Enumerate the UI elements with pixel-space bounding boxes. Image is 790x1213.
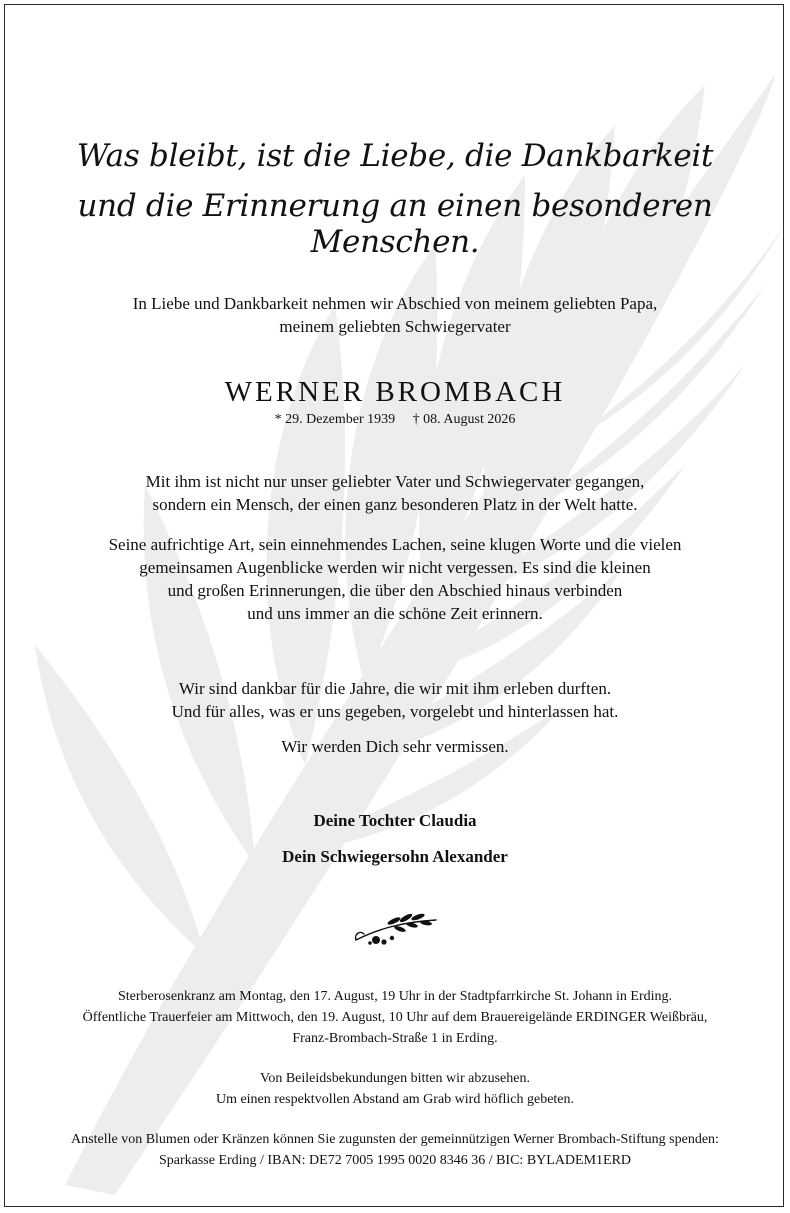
motto-line-1: Was bleibt, ist die Liebe, die Dankbarkeit (76, 138, 714, 174)
donation-bank-details: Sparkasse Erding / IBAN: DE72 7005 1995 0020 8346 36 / BIC: BYLADEM1ERD (158, 1153, 632, 1168)
condolence-line: Von Beileidsbekundungen bitten wir abzusehen. (260, 1071, 530, 1086)
service-line: Franz-Brombach-Straße 1 in Erding. (292, 1031, 498, 1046)
service-line: Öffentliche Trauerfeier am Mittwoch, den 19. August, 10 Uhr auf dem Brauereigelände ERDINGER Weißbräu, (82, 1010, 708, 1025)
paragraph-3-line: Wir sind dankbar für die Jahre, die wir mit ihm erleben durften. (178, 679, 612, 698)
paragraph-2-line: und uns immer an die schöne Zeit erinnern. (247, 604, 543, 623)
motto-line-2: und die Erinnerung an einen besonderen Menschen. (77, 188, 713, 260)
birth-date: * 29. Dezember 1939 (274, 412, 396, 427)
donation-note (0, 1129, 790, 1171)
mourner-son-in-law: Dein Schwiegersohn Alexander (282, 847, 508, 866)
paragraph-2 (0, 533, 790, 625)
condolence-line: Um einen respektvollen Abstand am Grab wird höflich gebeten. (215, 1092, 575, 1107)
paragraph-3 (0, 677, 790, 723)
miss-line: Wir werden Dich sehr vermissen. (281, 737, 509, 756)
life-dates (0, 412, 790, 428)
paragraph-2-line: und großen Erinnerungen, die über den Abschied hinaus verbinden (167, 581, 623, 600)
paragraph-2-line: gemeinsamen Augenblicke werden wir nicht vergessen. Es sind die kleinen (139, 558, 651, 577)
death-date: † 08. August 2026 (412, 412, 516, 427)
condolence-note (0, 1068, 790, 1110)
mourner-daughter: Deine Tochter Claudia (313, 811, 477, 830)
paragraph-3-line: Und für alles, was er uns gegeben, vorgelebt und hinterlassen hat. (171, 702, 619, 721)
service-line: Sterberosenkranz am Montag, den 17. August, 19 Uhr in der Stadtpfarrkirche St. Johann in Erding. (117, 989, 673, 1004)
service-info (0, 986, 790, 1049)
paragraph-1 (0, 470, 790, 516)
intro-line-1: In Liebe und Dankbarkeit nehmen wir Abschied von meinem geliebten Papa, (132, 294, 658, 313)
paragraph-1-line: Mit ihm ist nicht nur unser geliebter Vater und Schwiegervater gegangen, (145, 472, 645, 491)
intro-text (0, 292, 790, 338)
deceased-name: WERNER BROMBACH (224, 376, 566, 408)
floral-sprig-ornament-icon (350, 910, 442, 950)
paragraph-1-line: sondern ein Mensch, der einen ganz besonderen Platz in der Welt hatte. (152, 495, 638, 514)
paragraph-2-line: Seine aufrichtige Art, sein einnehmendes Lachen, seine klugen Worte und die vielen (108, 535, 682, 554)
donation-line: Anstelle von Blumen oder Kränzen können Sie zugunsten der gemeinnützigen Werner Brombach-Stiftung spenden: (71, 1132, 719, 1147)
intro-line-2: meinem geliebten Schwiegervater (279, 317, 511, 336)
